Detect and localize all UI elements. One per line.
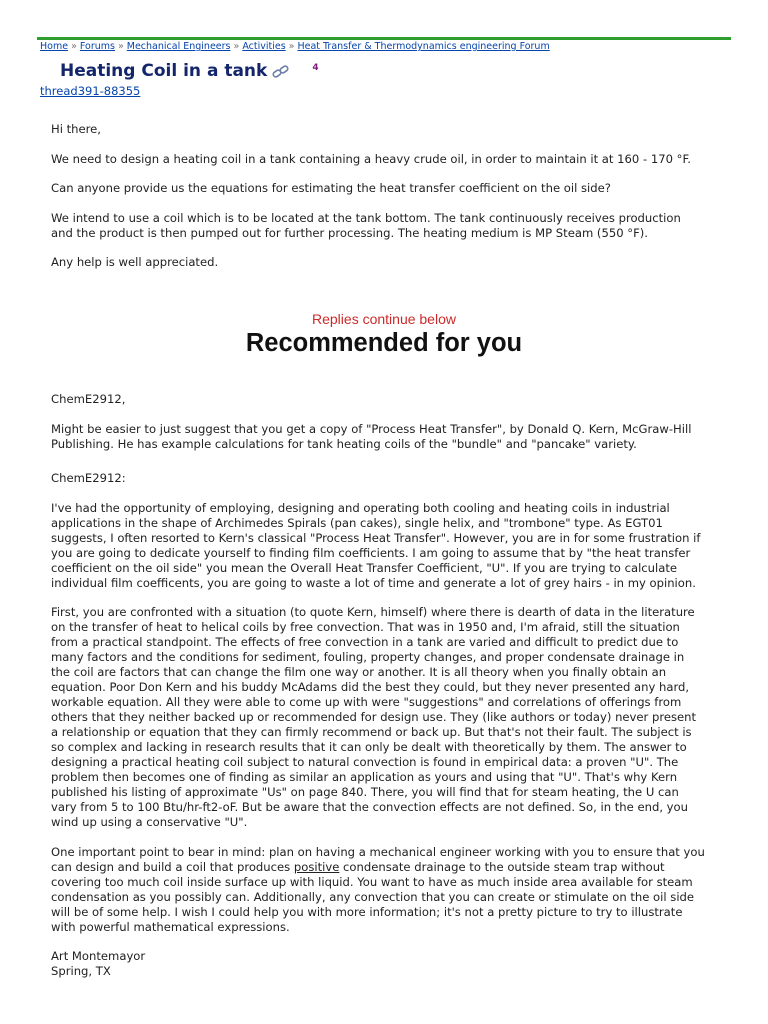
- thread-count-badge: 4: [312, 63, 319, 73]
- reply-post: [51, 392, 706, 452]
- post-paragraph: Any help is well appreciated.: [51, 255, 219, 269]
- text-span: condensate drainage to the outside steam trap without covering too much coil inside surface up with liquid. You want to have as much inside area available for steam condensation as you possibly can. Additionally, any convection that you can create or stimulate on the oil side will be of some help. I wish I could help you with more information; it's not a pretty picture to try to illustrate with powerful mathematical expressions.: [51, 859, 695, 934]
- post-paragraph: Hi there,: [51, 122, 101, 136]
- thread-id-link[interactable]: thread391-88355: [40, 84, 141, 98]
- breadcrumb-forums[interactable]: Forums: [79, 41, 115, 52]
- header-rule: [37, 37, 731, 40]
- post-paragraph: Can anyone provide us the equations for estimating the heat transfer coefficient on the oil side?: [51, 181, 611, 195]
- recommended-heading: Recommended for you: [245, 329, 523, 357]
- post-paragraph: Might be easier to just suggest that you get a copy of "Process Heat Transfer", by Donald Q. Kern, McGraw-Hill Publishing. He has example calculations for tank heating coils of the "bundle" and "pancake" variety.: [51, 421, 692, 451]
- breadcrumb-separator: »: [288, 41, 295, 52]
- underlined-text: positive: [293, 859, 340, 874]
- breadcrumb-separator: »: [233, 41, 240, 52]
- breadcrumb-forum[interactable]: Heat Transfer & Thermodynamics engineering Forum: [297, 41, 550, 52]
- post-paragraph: We intend to use a coil which is to be located at the tank bottom. The tank continuously receives production and the product is then pumped out for further processing. The heating medium is MP Steam (550 °F).: [51, 210, 681, 240]
- breadcrumb: [40, 41, 550, 52]
- original-post: [51, 122, 706, 270]
- breadcrumb-mechanical-engineers[interactable]: Mechanical Engineers: [126, 41, 231, 52]
- link-icon[interactable]: [272, 64, 290, 78]
- signature-name: Art Montemayor: [51, 949, 146, 963]
- breadcrumb-separator: »: [117, 41, 124, 52]
- signature-location: Spring, TX: [51, 964, 111, 978]
- breadcrumb-home[interactable]: Home: [40, 41, 69, 52]
- post-paragraph: [51, 845, 706, 935]
- thread-title: Heating Coil in a tank: [60, 61, 268, 81]
- breadcrumb-activities[interactable]: Activities: [242, 41, 286, 52]
- post-paragraph: We need to design a heating coil in a tank containing a heavy crude oil, in order to maintain it at 160 - 170 °F.: [51, 151, 691, 166]
- breadcrumb-separator: »: [71, 41, 77, 52]
- post-paragraph: I've had the opportunity of employing, designing and operating both cooling and heating coils in industrial applications in the shape of Archimedes Spirals (pan cakes), single helix, and "trombone" type. As EGT01 suggests, I often resorted to Kern's classical "Process Heat Transfer". However, you are in for some frustration if you are going to dedicate yourself to finding film coefficients. I am going to assume that by "the heat transfer coefficient on the oil side" you mean the Overall Heat Transfer Coefficient, "U". If you are trying to calculate individual film coefficents, you are going to waste a lot of time and generate a lot of grey hairs - in my opinion.: [51, 500, 701, 590]
- thread-title-row: [60, 61, 319, 81]
- post-paragraph: First, you are confronted with a situation (to quote Kern, himself) where there is dearth of data in the literature on the transfer of heat to helical coils by free convection. That was in 1950 and, I'm afraid, still the situation from a practical standpoint. The effects of free convection in a tank are varied and difficult to predict due to many factors and the conditions for sediment, fouling, property changes, and proper condensate drainage in the coil are factors that can change the film one way or another. It is all theory when you finally obtain an equation. Poor Don Kern and his buddy McAdams did the best they could, but they never presented any hard, workable equation. All they were able to come up with were "suggestions" and correlations of offerings from others that they neither backed up or recommended for design use. They (like authors or today) never present a relationship or equation that they can firmly recommend or back up. But that's not their fault. The subject is so complex and lacking in research results that it can only be dealt with theoretically by them. The answer to designing a practical heating coil subject to natural convection is found in empirical data: a proven "U". The problem then becomes one of finding as similar an application as yours and using that "U". That's why Kern published his listing of approximate "Us" on page 840. There, you will find that for steam heating, the U can vary from 5 to 100 Btu/hr-ft2-oF. But be aware that the convection effects are not defined. So, in the end, you wind up using a conservative "U".: [51, 605, 697, 829]
- reply-post: [51, 471, 706, 979]
- post-paragraph: ChemE2912:: [51, 471, 126, 485]
- replies-continue-label: Replies continue below: [312, 311, 456, 327]
- post-paragraph: ChemE2912,: [51, 392, 126, 406]
- text-span: One important point to bear in mind: plan on having a mechanical engineer working with you to ensure that you can design and build a coil that produces: [51, 844, 705, 874]
